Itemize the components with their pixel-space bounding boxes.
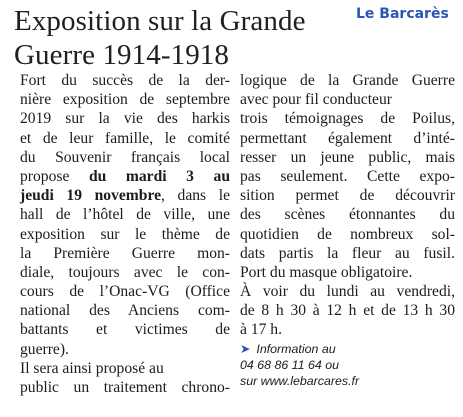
body-line: logique de la Grande Guerre [240, 72, 455, 89]
body-text: propose [20, 167, 89, 185]
body-line: Fort du succès de la der- [20, 72, 230, 89]
body-line: permettant également d’inté- [240, 129, 455, 147]
body-line: Il sera ainsi proposé au [20, 359, 164, 377]
arrow-icon: ➤ [240, 342, 251, 356]
body-line: diale, toujours avec le con- [20, 263, 230, 281]
body-line: de 8 h 30 à 12 h et de 13 h 30 [240, 302, 455, 320]
body-line: et de leur famille, le comité [20, 129, 230, 147]
body-line: nière exposition de septembre [20, 91, 230, 109]
body-line: quotidien de nombreux sol- [240, 225, 455, 243]
body-line: des scènes étonnantes du [240, 206, 455, 224]
body-line-date-start [20, 167, 230, 186]
body-text: , dans le [161, 187, 230, 205]
body-line: exposition sur le thème de [20, 225, 230, 243]
body-line: resser un jeune public, mais [240, 148, 455, 166]
article-body-right-column [240, 71, 455, 340]
info-line [240, 341, 455, 357]
body-line: du Souvenir français local [20, 148, 230, 166]
info-phone: 04 68 86 11 64 ou [240, 358, 339, 372]
body-line: battants et victimes de [20, 321, 230, 339]
body-line: cours de l’Onac-VG (Office [20, 283, 230, 301]
body-line-date-end [20, 186, 230, 205]
body-line: la Première Guerre mon- [20, 244, 230, 262]
headline-line-2: Guerre 1914-1918 [14, 39, 230, 71]
article-body-left-column [20, 71, 230, 397]
body-line: guerre). [20, 340, 69, 358]
body-line: 2019 sur la vie des harkis [20, 110, 230, 128]
body-line: hall de l’hôtel de ville, une [20, 206, 230, 224]
body-line: pas seulement. Cette expo- [240, 167, 455, 185]
info-box [240, 341, 455, 389]
info-label: Information au [256, 342, 336, 356]
event-dates-bold: jeudi 19 novembre [20, 187, 162, 205]
body-line: avec pour fil conducteur [240, 91, 392, 109]
info-website: sur www.lebarcares.fr [240, 374, 360, 388]
body-line: trois témoignages de Poilus, [240, 110, 455, 128]
body-line: sition permet de découvrir [240, 187, 455, 205]
event-dates-bold: du mardi 3 au [88, 167, 230, 185]
location-tag: Le Barcarès [356, 6, 449, 22]
body-line: national des Anciens com- [20, 302, 230, 320]
body-line: à 17 h. [240, 321, 283, 339]
body-line: Port du masque obligatoire. [240, 263, 413, 281]
headline-line-1: Exposition sur la Grande [14, 5, 306, 37]
body-line: À voir du lundi au vendredi, [240, 283, 455, 301]
article-headline [14, 4, 344, 72]
body-line: dats partis la fleur au fusil. [240, 244, 455, 262]
body-line: public un traitement chrono- [20, 379, 230, 396]
